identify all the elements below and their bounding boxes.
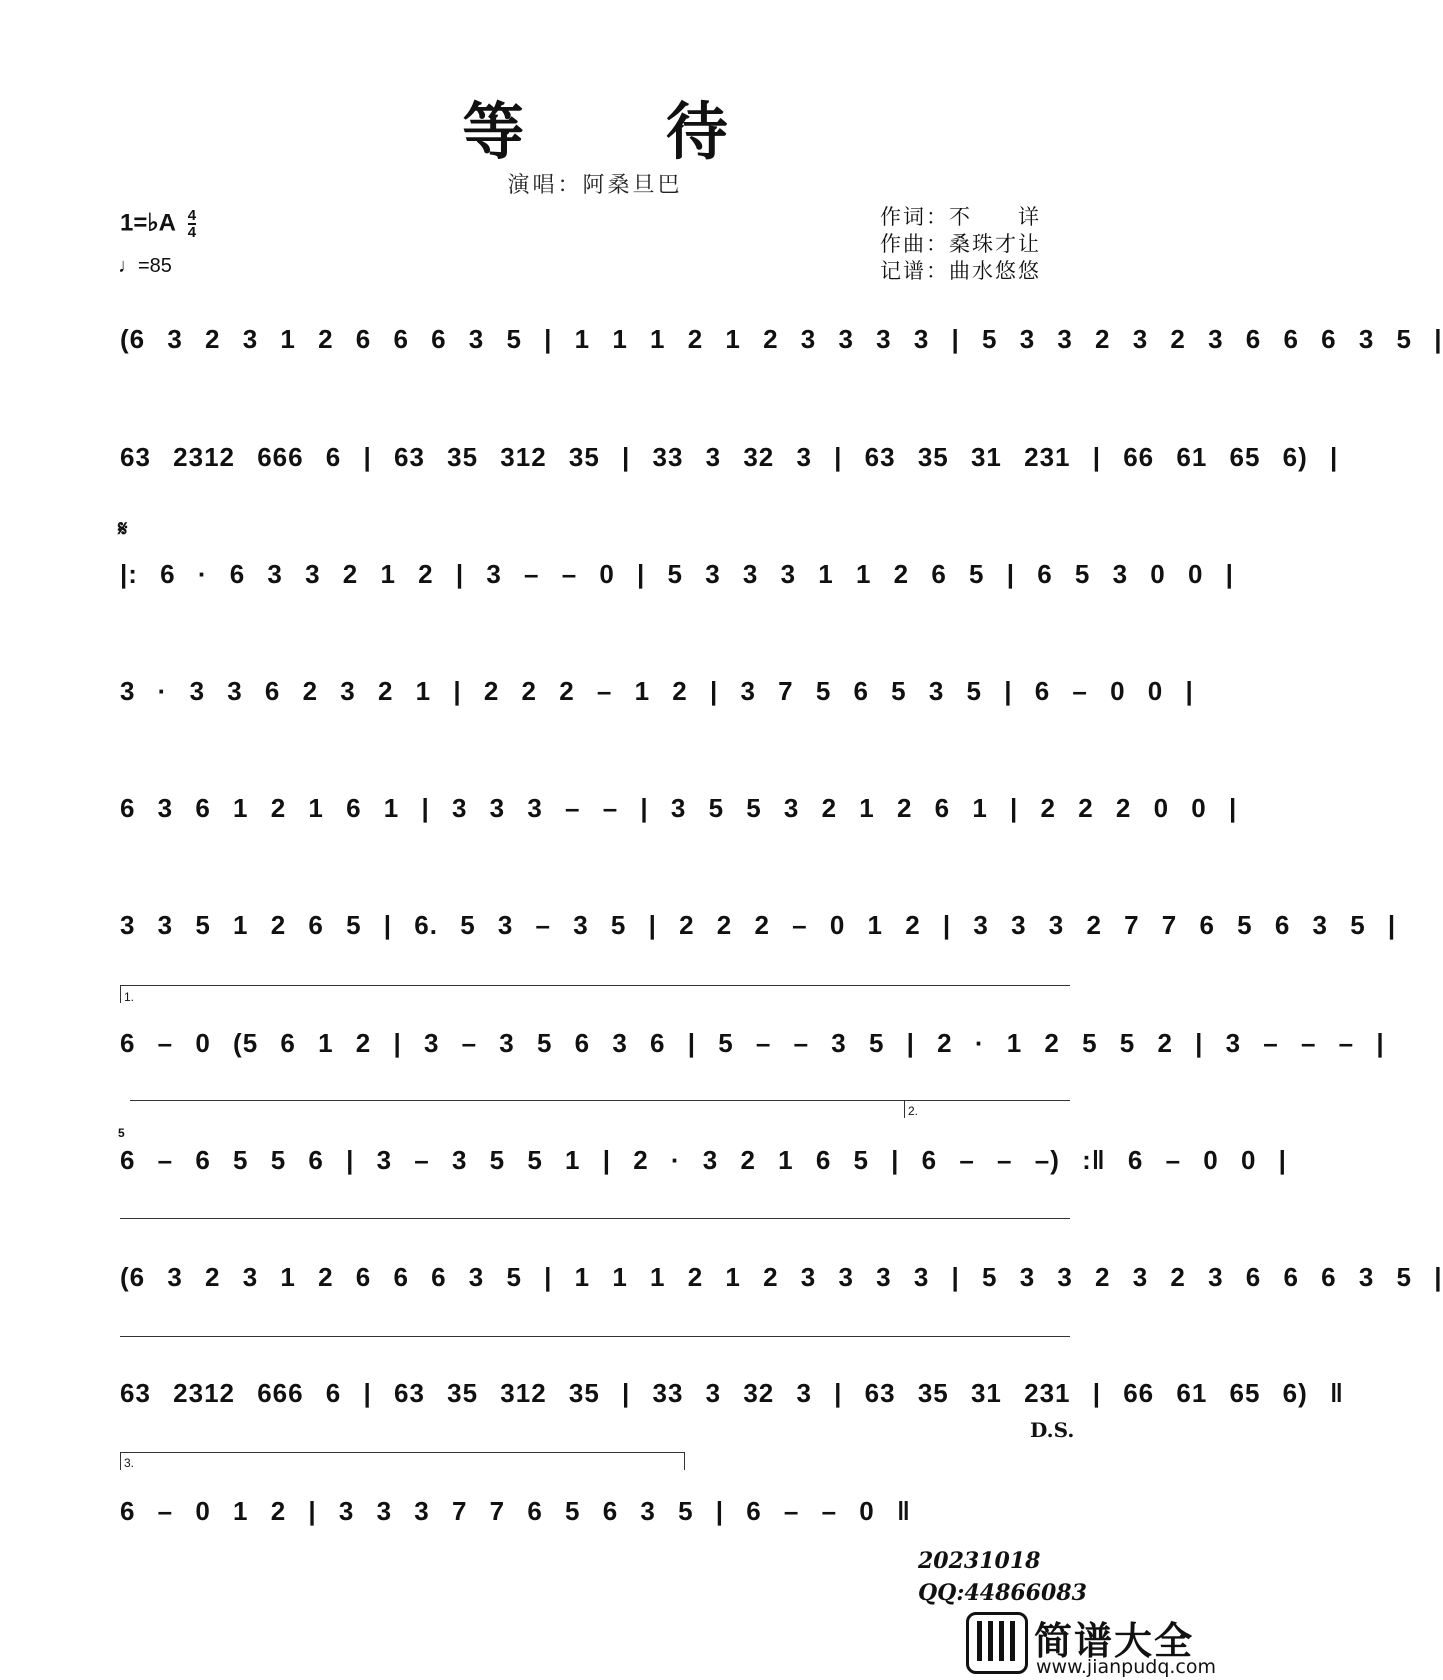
volta-1-bracket (120, 985, 1070, 986)
row-notes: (6 3 2 3 1 2 6 6 6 3 5 | 1 1 1 2 1 2 3 3 3 3 | 5 3 3 2 3 2 3 6 6 6 3 5 | (120, 1262, 1443, 1292)
time-top: 4 (187, 207, 197, 224)
key-signature (120, 208, 196, 240)
score-row-10 (120, 1372, 1344, 1418)
row-notes: 63 2312 666 6 | 63 35 312 35 | 33 3 32 3 | 63 35 31 231 | 66 61 65 6) ‖ (120, 1378, 1344, 1408)
row-notes: 6 – 0 (5 6 1 2 | 3 – 3 5 6 3 6 | 5 – – 3 5 | 2 · 1 2 5 5 2 | 3 – – – | (120, 1028, 1385, 1058)
score-row-11 (120, 1490, 1070, 1536)
row-notes: 63 2312 666 6 | 63 35 312 35 | 33 3 32 3 | 63 35 31 231 | 66 61 65 6) | (120, 442, 1339, 472)
time-bottom: 4 (187, 224, 197, 241)
score-row-5 (120, 787, 1238, 833)
transcriber: 记谱：曲水悠悠 (880, 259, 1041, 283)
score-row-4 (120, 670, 1194, 716)
volta-1-tick (120, 985, 121, 1003)
score-row-3 (120, 553, 1234, 599)
volta-3-end-tick (684, 1452, 685, 1470)
row-notes: 3 · 3 3 6 2 3 2 1 | 2 2 2 – 1 2 | 3 7 5 6 5 3 5 | 6 – 0 0 | (120, 676, 1194, 706)
score-row-8 (120, 1139, 1287, 1185)
grace-note: 5 (118, 1126, 125, 1140)
composer: 作曲：桑珠才让 (880, 232, 1041, 256)
volta-1-label: 1. (124, 990, 135, 1004)
score-row-1 (120, 318, 1443, 364)
row-notes: 6 3 6 1 2 1 6 1 | 3 3 3 – – | 3 5 5 3 2 1 2 6 1 | 2 2 2 0 0 | (120, 793, 1238, 823)
volta-2-label: 2. (908, 1104, 919, 1118)
separator-line (120, 1218, 1070, 1219)
transcription-date: 20231018 (918, 1548, 1041, 1574)
site-url[interactable]: www.jianpudq.com (1036, 1656, 1216, 1678)
piano-keys-icon (966, 1612, 1028, 1674)
volta-2-tick (904, 1100, 905, 1118)
score-row-2 (120, 436, 1339, 482)
key-label: 1=♭A (120, 209, 176, 237)
time-signature (188, 208, 196, 240)
site-logo[interactable] (966, 1610, 1216, 1680)
row-notes: 6 – 0 1 2 | 3 3 3 7 7 6 5 6 3 5 | 6 – – 0 ‖ (120, 1496, 911, 1526)
dal-segno-mark: D.S. (1030, 1418, 1075, 1442)
row-notes: |: 6 · 6 3 3 2 1 2 | 3 – – 0 | 5 3 3 3 1 1 2 6 5 | 6 5 3 0 0 | (120, 559, 1234, 589)
singer-line: 演唱：阿桑旦巴 (507, 173, 683, 198)
volta-3-tick (120, 1452, 121, 1470)
row-notes: 3 3 5 1 2 6 5 | 6. 5 3 – 3 5 | 2 2 2 – 0 1 2 | 3 3 3 2 7 7 6 5 6 3 5 | (120, 910, 1397, 940)
separator-line (120, 1336, 1070, 1337)
volta-3-bracket (120, 1452, 685, 1453)
score-row-6 (120, 904, 1397, 950)
segno-mark: 𝄋 (118, 516, 128, 542)
volta-2-bracket (904, 1100, 1070, 1101)
contact-qq: QQ:44866083 (918, 1580, 1087, 1606)
volta-3-label: 3. (124, 1456, 135, 1470)
row-notes: 6 – 6 5 5 6 | 3 – 3 5 5 1 | 2 · 3 2 1 6 5 | 6 – – –) :‖ 6 – 0 0 | (120, 1145, 1287, 1175)
lyricist: 作词：不 详 (880, 205, 1041, 229)
row-notes: (6 3 2 3 1 2 6 6 6 3 5 | 1 1 1 2 1 2 3 3 3 3 | 5 3 3 2 3 2 3 6 6 6 3 5 | (120, 324, 1443, 354)
brand-name: 简谱大全 (1034, 1619, 1195, 1663)
score-row-9 (120, 1256, 1443, 1302)
score-title: 等 待 (462, 95, 788, 168)
credits-block (880, 204, 1041, 285)
tempo-mark: ♩=85 (118, 255, 172, 277)
score-row-7 (120, 1022, 1385, 1068)
